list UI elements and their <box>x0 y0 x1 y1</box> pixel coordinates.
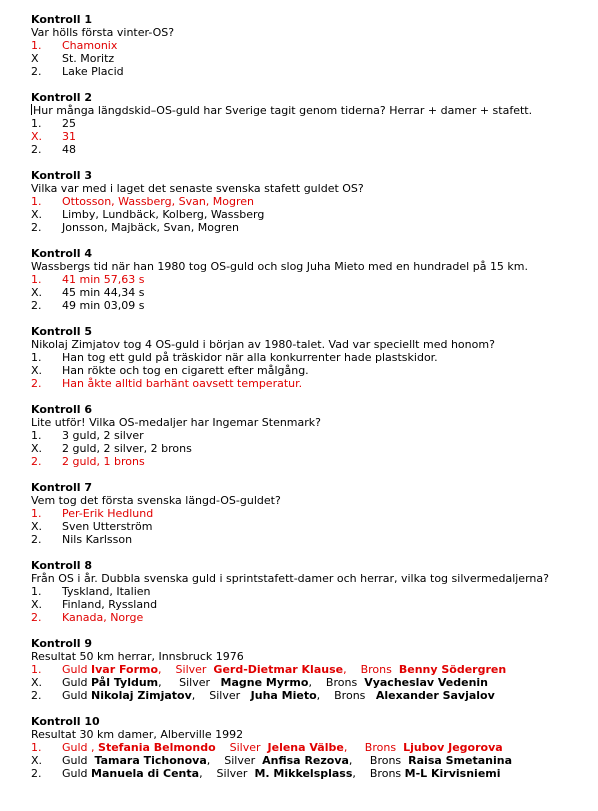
athlete-name: Manuela di Centa <box>91 767 200 780</box>
option-text-segment: Finland, Ryssland <box>62 598 158 611</box>
athlete-name: Jelena Välbe <box>267 741 344 754</box>
kontroll-block <box>31 559 598 624</box>
option-text <box>62 299 144 312</box>
option-text-segment: Per-Erik Hedlund <box>62 507 154 520</box>
answer-option <box>31 754 598 767</box>
athlete-name: Benny Södergren <box>398 663 507 676</box>
answer-option <box>31 442 598 455</box>
answer-option-correct <box>31 507 598 520</box>
option-text-segment: St. Moritz <box>62 52 115 65</box>
athlete-name: Alexander Savjalov <box>375 689 495 702</box>
question-text: Vilka var med i laget det senaste svenska stafett guldet OS? <box>31 182 364 195</box>
answer-option <box>31 429 598 442</box>
option-text-segment: Han åkte alltid barhänt oavsett temperatur. <box>62 377 303 390</box>
option-text-segment: 2 guld, 1 brons <box>62 455 145 468</box>
option-text <box>62 65 124 78</box>
answer-option <box>31 676 598 689</box>
kontroll-block <box>31 325 598 390</box>
option-text-segment: , Silver <box>158 676 221 689</box>
kontroll-question <box>31 26 598 39</box>
option-text-segment: 45 min 44,34 s <box>62 286 145 299</box>
option-mark: X. <box>31 754 43 767</box>
option-text-segment: 31 <box>62 130 76 143</box>
option-text-segment: Sven Utterström <box>62 520 153 533</box>
answer-option <box>31 767 598 780</box>
answer-option <box>31 585 598 598</box>
kontroll-question <box>31 182 598 195</box>
option-text-segment: Ottosson, Wassberg, Svan, Mogren <box>62 195 255 208</box>
kontroll-block <box>31 13 598 78</box>
option-text <box>62 39 117 52</box>
option-mark: 2. <box>31 767 42 780</box>
answer-option <box>31 364 598 377</box>
answer-option-correct <box>31 741 598 754</box>
option-mark: X. <box>31 520 43 533</box>
option-text <box>62 663 506 676</box>
option-text-segment: , Brons <box>316 689 376 702</box>
answer-option-correct <box>31 611 598 624</box>
option-mark: 2. <box>31 377 42 390</box>
kontroll-title: Kontroll 1 <box>31 13 92 26</box>
kontroll-block <box>31 169 598 234</box>
option-text <box>62 442 192 455</box>
option-text-segment: Guld <box>62 767 92 780</box>
option-mark: 2. <box>31 143 42 156</box>
kontroll-title: Kontroll 10 <box>31 715 100 728</box>
option-text <box>62 221 239 234</box>
option-text <box>62 676 488 689</box>
kontroll-question <box>31 572 598 585</box>
question-text: Var hölls första vinter-OS? <box>31 26 175 39</box>
kontroll-question <box>31 650 598 663</box>
option-text-segment: 41 min 57,63 s <box>62 273 145 286</box>
kontroll-title: Kontroll 7 <box>31 481 92 494</box>
option-mark: 1. <box>31 117 42 130</box>
answer-option <box>31 117 598 130</box>
option-text-segment: , Brons <box>343 741 404 754</box>
option-text-segment: 25 <box>62 117 76 130</box>
athlete-name: M-L Kirvisniemi <box>404 767 501 780</box>
option-text-segment: , Silver <box>158 663 214 676</box>
option-text <box>62 286 144 299</box>
question-text: Wassbergs tid när han 1980 tog OS-guld och slog Juha Mieto med en hundradel på 15 km. <box>31 260 529 273</box>
option-text <box>62 195 254 208</box>
option-text <box>62 767 501 780</box>
kontroll-title: Kontroll 6 <box>31 403 92 416</box>
option-mark: 2. <box>31 533 42 546</box>
athlete-name: Vyacheslav Vedenin <box>364 676 489 689</box>
option-mark: 1. <box>31 273 42 286</box>
option-text-segment: Han tog ett guld på träskidor när alla konkurrenter hade plastskidor. <box>62 351 438 364</box>
kontroll-question <box>31 104 598 117</box>
option-text-segment: Guld <box>62 676 92 689</box>
option-text-segment: 2 guld, 2 silver, 2 brons <box>62 442 192 455</box>
option-text <box>62 377 302 390</box>
option-text <box>62 533 132 546</box>
question-text: Hur många längdskid–OS-guld har Sverige tagit genom tiderna? Herrar + damer + stafett. <box>33 104 533 117</box>
option-text <box>62 520 152 533</box>
option-text <box>62 585 151 598</box>
option-text-segment: Han rökte och tog en cigarett efter målgång. <box>62 364 309 377</box>
option-mark: X. <box>31 130 43 143</box>
kontroll-block <box>31 247 598 312</box>
option-mark: 1. <box>31 351 42 364</box>
option-mark: 2. <box>31 65 42 78</box>
athlete-name: M. Mikkelsplass <box>254 767 353 780</box>
option-text-segment: Kanada, Norge <box>62 611 144 624</box>
option-text-segment: Guld <box>62 689 92 702</box>
answer-option-correct <box>31 455 598 468</box>
option-mark: 2. <box>31 455 42 468</box>
option-mark: 2. <box>31 221 42 234</box>
option-text-segment: Jonsson, Majbäck, Svan, Mogren <box>62 221 239 234</box>
athlete-name: Nikolaj Zimjatov <box>91 689 192 702</box>
option-mark: X. <box>31 442 43 455</box>
answer-option <box>31 533 598 546</box>
kontroll-title: Kontroll 9 <box>31 637 92 650</box>
option-text-segment: , Silver <box>199 767 255 780</box>
option-mark: 2. <box>31 299 42 312</box>
athlete-name: Ivar Formo <box>91 663 159 676</box>
answer-option <box>31 143 598 156</box>
athlete-name: Stefania Belmondo <box>98 741 216 754</box>
kontroll-title: Kontroll 3 <box>31 169 92 182</box>
answer-option <box>31 520 598 533</box>
answer-option-correct <box>31 39 598 52</box>
kontroll-block <box>31 715 598 780</box>
option-text-segment: 3 guld, 2 silver <box>62 429 144 442</box>
kontroll-block <box>31 481 598 546</box>
kontroll-question <box>31 494 598 507</box>
option-text-segment: Guld <box>62 754 95 767</box>
athlete-name: Anfisa Rezova <box>262 754 349 767</box>
athlete-name: Pål Tyldum <box>91 676 159 689</box>
kontroll-block <box>31 637 598 702</box>
option-text <box>62 351 438 364</box>
option-mark: 1. <box>31 507 42 520</box>
option-mark: 2. <box>31 611 42 624</box>
question-text: Vem tog det första svenska längd-OS-guldet? <box>31 494 281 507</box>
option-text-segment: Lake Placid <box>62 65 124 78</box>
answer-option <box>31 598 598 611</box>
answer-option <box>31 65 598 78</box>
answer-option-correct <box>31 377 598 390</box>
answer-option <box>31 286 598 299</box>
option-text <box>62 611 143 624</box>
athlete-name: Juha Mieto <box>250 689 317 702</box>
option-mark: X <box>31 52 39 65</box>
option-text-segment: , Brons <box>348 754 409 767</box>
option-mark: X. <box>31 286 43 299</box>
kontroll-title: Kontroll 4 <box>31 247 92 260</box>
answer-option-correct <box>31 663 598 676</box>
option-mark: 1. <box>31 585 42 598</box>
kontroll-block <box>31 403 598 468</box>
answer-option <box>31 689 598 702</box>
option-mark: 1. <box>31 741 42 754</box>
question-text: Från OS i år. Dubbla svenska guld i sprintstafett-damer och herrar, vilka tog silvermedaljerna? <box>31 572 549 585</box>
option-text <box>62 741 503 754</box>
option-text-segment: Limby, Lundbäck, Kolberg, Wassberg <box>62 208 265 221</box>
option-text <box>62 52 114 65</box>
option-text-segment: , Brons <box>343 663 399 676</box>
option-mark: 1. <box>31 663 42 676</box>
answer-option <box>31 208 598 221</box>
option-mark: 1. <box>31 39 42 52</box>
question-text: Lite utför! Vilka OS-medaljer har Ingemar Stenmark? <box>31 416 321 429</box>
option-text-segment: , Silver <box>206 754 263 767</box>
kontroll-question <box>31 416 598 429</box>
option-mark: X. <box>31 598 43 611</box>
athlete-name: Ljubov Jegorova <box>403 741 503 754</box>
answer-option <box>31 52 598 65</box>
athlete-name: Magne Myrmo <box>220 676 309 689</box>
answer-option <box>31 221 598 234</box>
option-text <box>62 208 264 221</box>
question-text: Resultat 30 km damer, Alberville 1992 <box>31 728 244 741</box>
option-mark: X. <box>31 208 43 221</box>
athlete-name: Tamara Tichonova <box>94 754 207 767</box>
option-mark: X. <box>31 676 43 689</box>
option-mark: 1. <box>31 195 42 208</box>
option-text-segment: , Brons <box>352 767 405 780</box>
kontroll-question <box>31 338 598 351</box>
kontroll-title: Kontroll 8 <box>31 559 92 572</box>
option-text <box>62 455 145 468</box>
option-mark: X. <box>31 364 43 377</box>
answer-option <box>31 351 598 364</box>
kontroll-question <box>31 728 598 741</box>
option-text <box>62 507 153 520</box>
option-text-segment: Guld <box>62 663 92 676</box>
option-text-segment: Nils Karlsson <box>62 533 133 546</box>
question-text: Nikolaj Zimjatov tog 4 OS-guld i början av 1980-talet. Vad var speciellt med honom? <box>31 338 495 351</box>
option-text <box>62 273 144 286</box>
answer-option-correct <box>31 273 598 286</box>
option-text <box>62 117 76 130</box>
option-text <box>62 143 76 156</box>
option-text-segment: Chamonix <box>62 39 118 52</box>
text-cursor <box>31 104 32 115</box>
option-text-segment: , Brons <box>308 676 365 689</box>
option-text <box>62 754 512 767</box>
kontroll-question <box>31 260 598 273</box>
kontroll-title: Kontroll 5 <box>31 325 92 338</box>
option-text-segment: 49 min 03,09 s <box>62 299 145 312</box>
option-text <box>62 689 495 702</box>
option-mark: 2. <box>31 689 42 702</box>
answer-option-correct <box>31 195 598 208</box>
option-text-segment: 48 <box>62 143 76 156</box>
option-text <box>62 598 157 611</box>
option-text-segment: Tyskland, Italien <box>62 585 151 598</box>
question-text: Resultat 50 km herrar, Innsbruck 1976 <box>31 650 244 663</box>
option-text <box>62 130 76 143</box>
kontroll-title: Kontroll 2 <box>31 91 92 104</box>
option-mark: 1. <box>31 429 42 442</box>
option-text <box>62 364 309 377</box>
option-text-segment: Guld , <box>62 741 99 754</box>
kontroll-block <box>31 91 598 156</box>
option-text-segment: , Silver <box>191 689 251 702</box>
athlete-name: Gerd-Dietmar Klause <box>213 663 344 676</box>
option-text <box>62 429 144 442</box>
answer-option <box>31 299 598 312</box>
athlete-name: Raisa Smetanina <box>408 754 513 767</box>
option-text-segment: Silver <box>215 741 268 754</box>
answer-option-correct <box>31 130 598 143</box>
